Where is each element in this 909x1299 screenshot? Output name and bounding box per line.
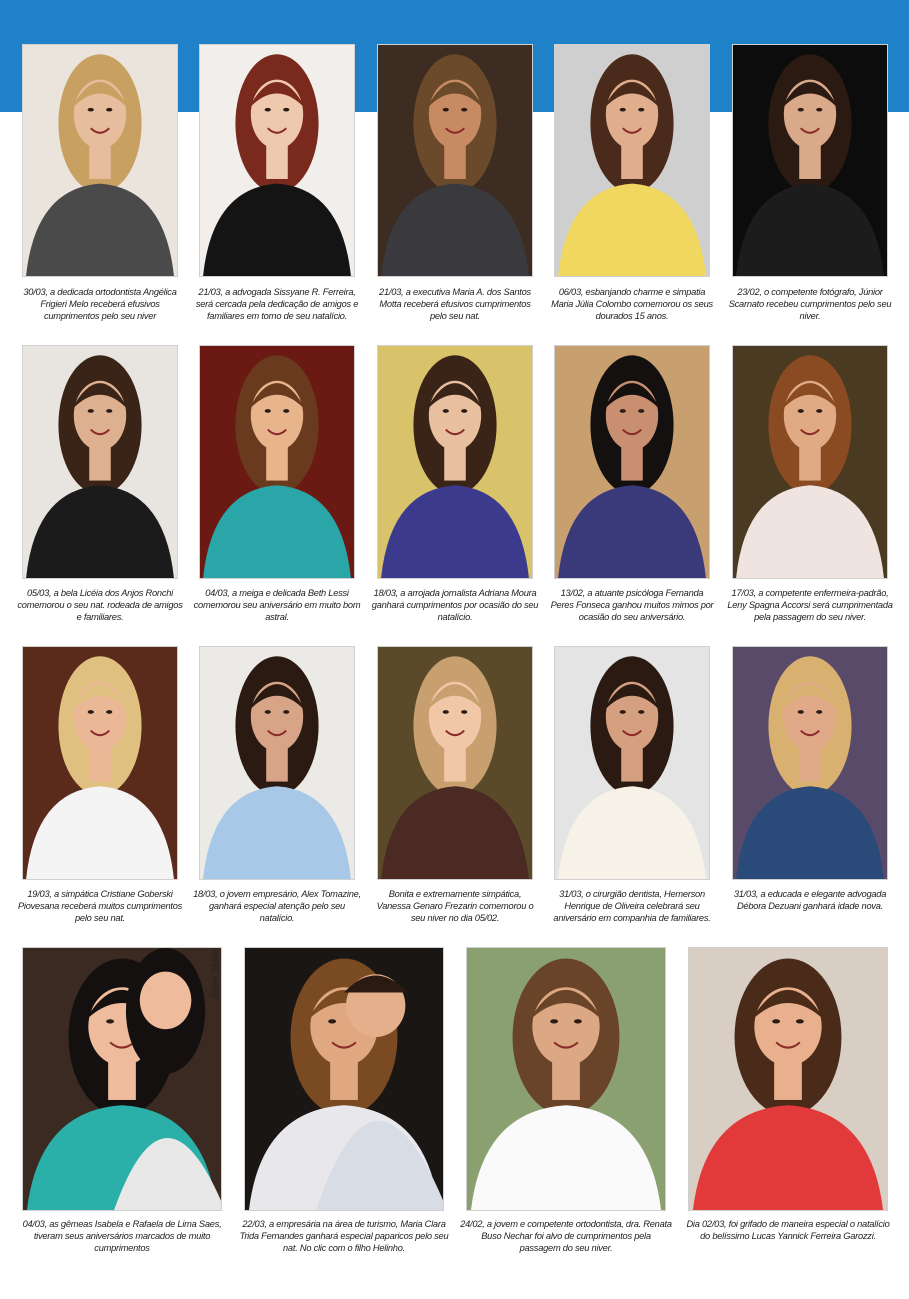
- photo-card: [22, 947, 222, 1258]
- photo-card: [460, 947, 672, 1258]
- portrait-photo: [199, 646, 355, 880]
- photo-caption: 21/03, a executiva Maria A. dos Santos Motta receberá efusivos cumprimentos pelo seu nat.: [379, 287, 531, 321]
- portrait-photo: [199, 44, 355, 277]
- portrait-photo: [377, 345, 533, 579]
- portrait-photo: [22, 345, 178, 579]
- photo-card: [377, 44, 533, 326]
- portrait-photo: [732, 646, 888, 880]
- photo-caption: 05/03, a bela Licéia dos Anjos Ronchi comemorou o seu nat. rodeada de amigos e familiares.: [17, 588, 183, 622]
- photo-caption: 17/03, a competente enfermeira-padrão, Leny Spagna Accorsi será cumprimentada pela passagem do seu niver.: [727, 588, 893, 622]
- portrait-photo: [688, 947, 888, 1211]
- photo-credit: Zoom Studio: [210, 947, 220, 999]
- photo-caption: 04/03, a meiga e delicada Beth Lessi comemorou seu aniversário em muito bom astral.: [193, 588, 361, 622]
- portrait-photo: [732, 345, 888, 579]
- photo-caption: 19/03, a simpática Cristiane Goberski Piovesana receberá muitos cumprimentos pelo seu nat.: [17, 889, 183, 923]
- portrait-photo: [554, 44, 710, 277]
- photo-card: [22, 44, 178, 326]
- portrait-photo: [199, 345, 355, 579]
- photo-card: [554, 646, 710, 928]
- photo-card: [239, 947, 449, 1258]
- photo-card: [732, 646, 888, 928]
- portrait-photo: [377, 44, 533, 277]
- photo-card: [728, 44, 892, 326]
- portrait-photo: [732, 44, 888, 277]
- photo-caption: 18/03, o jovem empresário, Alex Tomazine, ganhará especial atenção pelo seu natalício.: [193, 889, 361, 923]
- photo-caption: 23/02, o competente fotógrafo, Júnior Scarnato recebeu cumprimentos pelo seu niver.: [728, 287, 892, 321]
- photo-card: [551, 44, 713, 326]
- photo-card: [550, 345, 714, 627]
- photo-card: [195, 44, 359, 326]
- photo-caption: Dia 02/03, foi grifado de maneira especial o natalício do belíssimo Lucas Yannick Ferreira Garozzi.: [686, 1219, 890, 1241]
- photo-card: [727, 345, 893, 627]
- photo-caption: Bonita e extremamente simpática, Vanessa Genaro Frezarin comemorou o seu niver no dia 05/02.: [376, 889, 534, 923]
- photo-caption: 30/03, a dedicada ortodontista Angélica Frigieri Melo receberá efusivos cumprimentos pelo seu niver: [23, 287, 177, 321]
- photo-caption: 31/03, o cirurgião dentista, Hemerson Henrique de Oliveira celebrará seu aniversário em companhia de familiares.: [553, 889, 711, 923]
- photo-card: [371, 345, 539, 627]
- portrait-photo: [466, 947, 666, 1211]
- photo-caption: 24/02, a jovem e competente ortodontista, dra. Renata Buso Nechar foi alvo de cumprimentos pela passagem do seu niver.: [460, 1219, 672, 1253]
- photo-caption: 18/03, a arrojada jornalista Adriana Moura ganhará cumprimentos por ocasião do seu natalício.: [371, 588, 539, 622]
- photo-caption: 04/03, as gêmeas Isabela e Rafaela de Lima Saes, tiveram seus aniversários marcados de muito cumprimentos: [22, 1219, 222, 1253]
- photo-caption: 21/03, a advogada Sissyane R. Ferreira, será cercada pela dedicação de amigos e familiares em torno de seu natalício.: [195, 287, 359, 321]
- photo-card: [17, 646, 183, 928]
- portrait-photo: [244, 947, 444, 1211]
- portrait-photo: [377, 646, 533, 880]
- photo-caption: 22/03, a empresária na área de turismo, Maria Clara Trida Fernandes ganhará especial paparicos pelo seu nat. No clic com o filho Helinho.: [239, 1219, 449, 1253]
- photo-card: [193, 646, 361, 928]
- photo-caption: 13/02, a atuante psicóloga Fernanda Peres Fonseca ganhou muitos mimos por ocasião do seu aniversário.: [550, 588, 714, 622]
- portrait-photo: [22, 947, 222, 1211]
- portrait-photo: [554, 646, 710, 880]
- photo-card: [193, 345, 361, 627]
- photo-card: [17, 345, 183, 627]
- photo-card: [688, 947, 888, 1258]
- photo-card: [377, 646, 533, 928]
- photo-caption: 31/03, a educada e elegante advogada Débora Dezuani ganhará idade nova.: [733, 889, 887, 911]
- photo-caption: 06/03, esbanjando charme e simpatia Maria Júlia Colombo comemorou os seus dourados 15 anos.: [551, 287, 713, 321]
- portrait-photo: [22, 646, 178, 880]
- portrait-photo: [22, 44, 178, 277]
- portrait-photo: [554, 345, 710, 579]
